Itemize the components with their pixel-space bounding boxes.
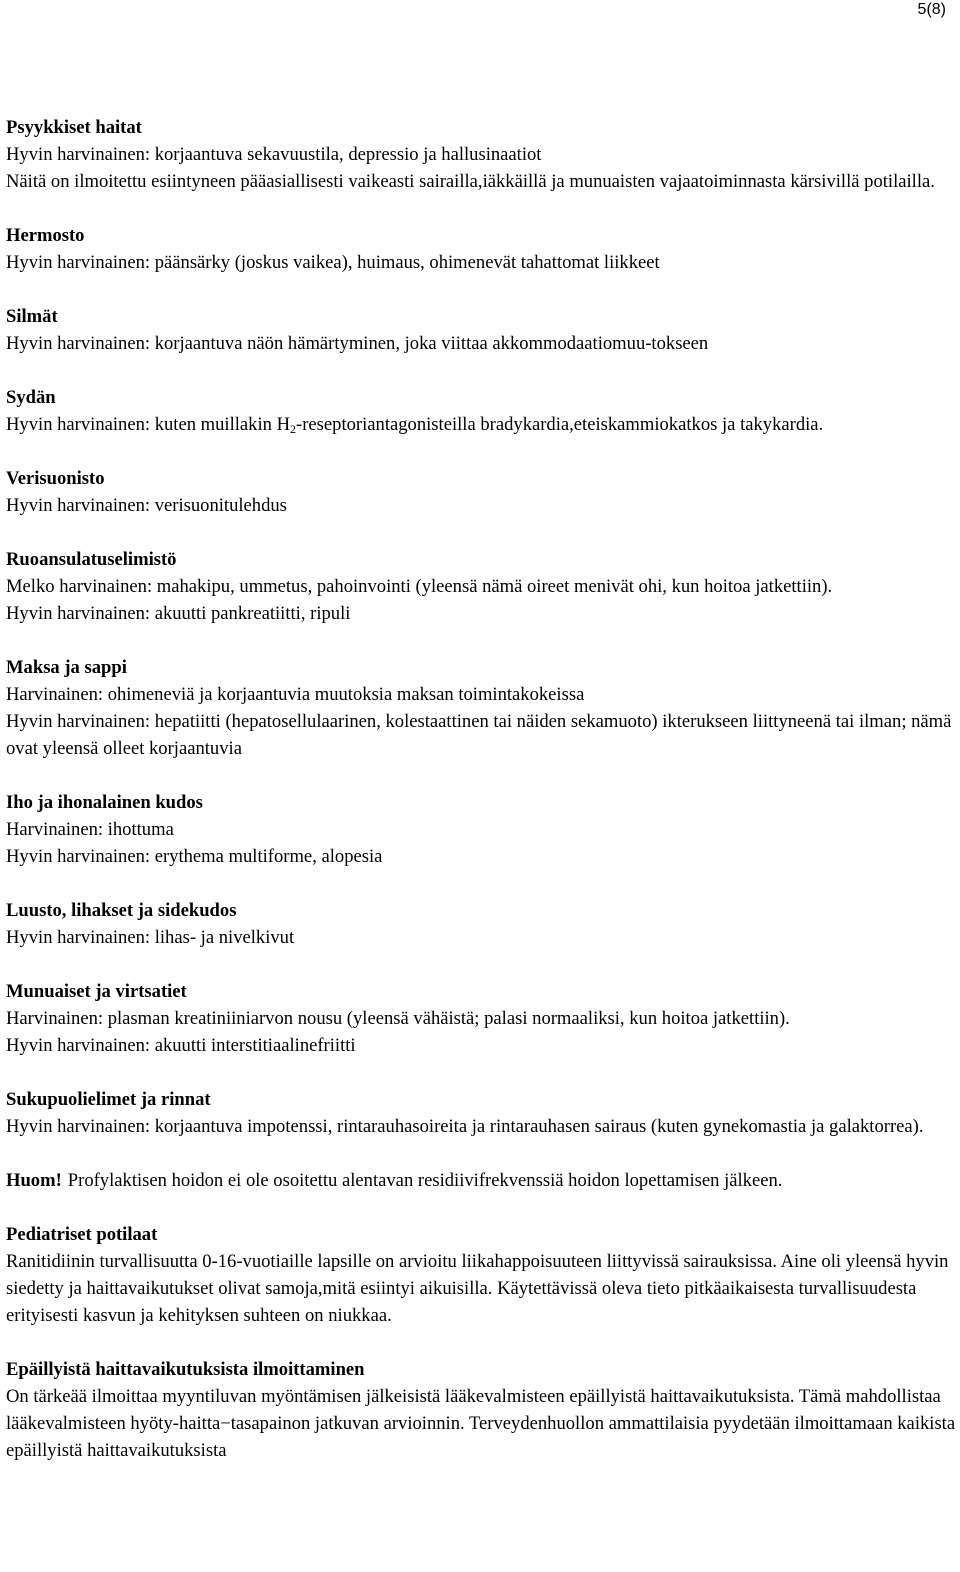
section-munuaiset (6, 978, 956, 1059)
section-heading: Munuaiset ja virtsatiet (6, 981, 187, 1002)
section-huom (6, 1167, 956, 1194)
section-heading: Luusto, lihakset ja sidekudos (6, 900, 237, 921)
section-ruoansulatus (6, 546, 956, 627)
paragraph: Harvinainen: plasman kreatiniiniarvon nousu (yleensä vähäistä; palasi normaaliksi, kun hoitoa jatkettiin). (6, 1008, 790, 1029)
section-psyykkiset (6, 114, 956, 195)
section-heading: Psyykkiset haitat (6, 117, 142, 138)
paragraph: Hyvin harvinainen: akuutti interstitiaalinefriitti (6, 1035, 356, 1056)
section-heading: Pediatriset potilaat (6, 1224, 158, 1245)
section-heading: Epäillyistä haittavaikutuksista ilmoittaminen (6, 1359, 365, 1380)
section-heading: Verisuonisto (6, 468, 105, 489)
section-heading: Sydän (6, 387, 56, 408)
section-heading: Silmät (6, 306, 58, 327)
paragraph: Hyvin harvinainen: hepatiitti (hepatosellulaarinen, kolestaattinen tai näiden sekamuoto) ikterukseen liittyneenä tai ilman; nämä ovat yleensä olleet korjaantuvia (6, 711, 952, 759)
paragraph: Hyvin harvinainen: akuutti pankreatiitti, ripuli (6, 603, 351, 624)
section-iho (6, 789, 956, 870)
paragraph: Hyvin harvinainen: erythema multiforme, alopesia (6, 846, 383, 867)
huom-text: Profylaktisen hoidon ei ole osoitettu alentavan residiivifrekvenssiä hoidon lopettamisen jälkeen. (67, 1170, 783, 1191)
paragraph: Hyvin harvinainen: korjaantuva impotenssi, rintarauhasoireita ja rintarauhasen sairaus (kuten gynekomastia ja galaktorrea). (6, 1116, 924, 1137)
text-segment: -reseptoriantagonisteilla bradykardia,eteiskammiokatkos ja takykardia. (296, 414, 824, 435)
document-body (6, 114, 956, 1491)
section-heading: Iho ja ihonalainen kudos (6, 792, 203, 813)
paragraph: Hyvin harvinainen: lihas- ja nivelkivut (6, 927, 295, 948)
section-heading: Ruoansulatuselimistö (6, 549, 177, 570)
section-maksa (6, 654, 956, 762)
paragraph: Hyvin harvinainen: korjaantuva näön hämärtyminen, joka viittaa akkommodaatiomuu-tokseen (6, 333, 709, 354)
text-segment: Hyvin harvinainen: kuten muillakin H (6, 414, 291, 435)
section-luusto (6, 897, 956, 951)
section-heading: Hermosto (6, 225, 85, 246)
section-silmat (6, 303, 956, 357)
paragraph (6, 1167, 956, 1194)
paragraph: Harvinainen: ohimeneviä ja korjaantuvia muutoksia maksan toimintakokeissa (6, 684, 585, 705)
section-pediatriset (6, 1221, 956, 1329)
page-number: 5(8) (917, 1, 946, 18)
paragraph: Harvinainen: ihottuma (6, 819, 174, 840)
huom-label: Huom! (6, 1170, 62, 1191)
section-ilmoittaminen (6, 1356, 956, 1464)
section-sydan (6, 384, 956, 438)
paragraph: Hyvin harvinainen: korjaantuva sekavuustila, depressio ja hallusinaatiot (6, 144, 542, 165)
section-sukupuolielimet (6, 1086, 956, 1140)
paragraph: Hyvin harvinainen: päänsärky (joskus vaikea), huimaus, ohimenevät tahattomat liikkeet (6, 252, 660, 273)
paragraph: Näitä on ilmoitettu esiintyneen pääasiallisesti vaikeasti sairailla,iäkkäillä ja munuaisten vajaatoiminnasta kärsivillä potilailla. (6, 171, 935, 192)
subscript: 2 (290, 422, 297, 436)
section-heading: Sukupuolielimet ja rinnat (6, 1089, 211, 1110)
paragraph: Melko harvinainen: mahakipu, ummetus, pahoinvointi (yleensä nämä oireet menivät ohi, kun hoitoa jatkettiin). (6, 576, 833, 597)
section-hermosto (6, 222, 956, 276)
paragraph (6, 411, 956, 438)
paragraph: Hyvin harvinainen: verisuonitulehdus (6, 495, 287, 516)
paragraph: Ranitidiinin turvallisuutta 0-16-vuotiaille lapsille on arvioitu liikahappoisuuteen liittyvissä sairauksissa. Aine oli yleensä hyvin siedetty ja haittavaikutukset olivat samoja,mitä esiintyi aikuisilla. Käytettävissä oleva tieto pitkäaikaisesta turvallisuudesta erityisesti kasvun ja kehityksen suhteen on niukkaa. (6, 1251, 949, 1326)
section-verisuonisto (6, 465, 956, 519)
section-heading: Maksa ja sappi (6, 657, 127, 678)
paragraph: On tärkeää ilmoittaa myyntiluvan myöntämisen jälkeisistä lääkevalmisteen epäillyistä haittavaikutuksista. Tämä mahdollistaa lääkevalmisteen hyöty-haitta−tasapainon jatkuvan arvioinnin. Terveydenhuollon ammattilaisia pyydetään ilmoittamaan kaikista epäillyistä haittavaikutuksista (6, 1386, 956, 1461)
